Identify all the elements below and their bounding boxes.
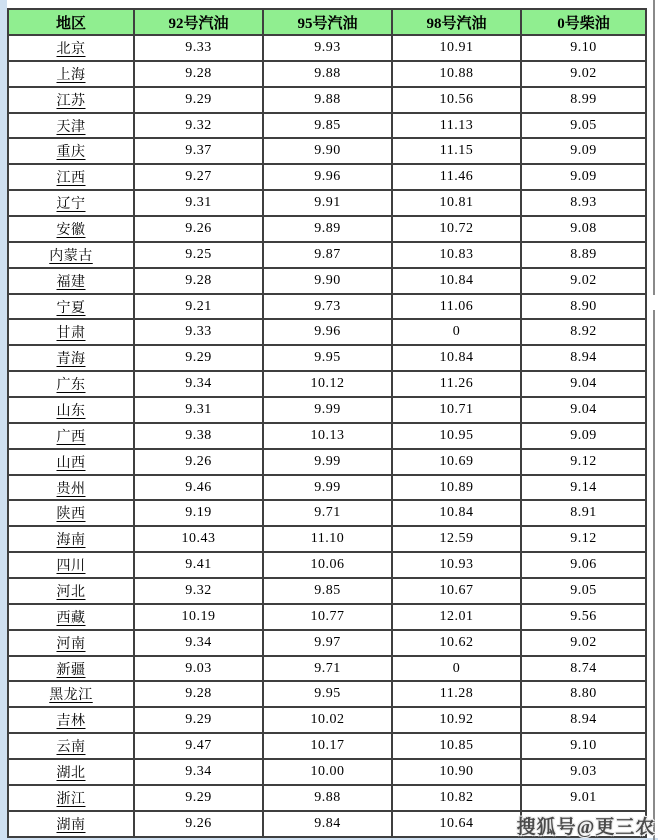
region-cell bbox=[8, 785, 134, 811]
price-cell: 9.09 bbox=[521, 423, 646, 449]
region-link[interactable]: 安徽 bbox=[56, 222, 86, 238]
region-link[interactable]: 河北 bbox=[56, 584, 86, 600]
price-cell: 9.34 bbox=[134, 371, 263, 397]
price-cell: 10.00 bbox=[263, 759, 392, 785]
price-cell: 10.82 bbox=[392, 785, 521, 811]
price-cell: 9.10 bbox=[521, 35, 646, 61]
price-cell: 8.89 bbox=[521, 242, 646, 268]
region-cell bbox=[8, 113, 134, 139]
price-cell: 9.27 bbox=[134, 164, 263, 190]
price-cell: 10.62 bbox=[392, 630, 521, 656]
sohu-watermark: 搜狐号@更三农 bbox=[516, 817, 656, 838]
col-header-gas92: 92号汽油 bbox=[134, 9, 263, 35]
price-cell: 12.01 bbox=[392, 604, 521, 630]
table-row bbox=[8, 733, 646, 759]
region-cell bbox=[8, 190, 134, 216]
region-cell bbox=[8, 656, 134, 682]
price-cell: 9.14 bbox=[521, 475, 646, 501]
price-cell: 9.29 bbox=[134, 707, 263, 733]
region-link[interactable]: 江苏 bbox=[56, 93, 86, 109]
price-cell: 9.88 bbox=[263, 785, 392, 811]
price-cell: 10.92 bbox=[392, 707, 521, 733]
region-cell bbox=[8, 449, 134, 475]
price-cell: 9.71 bbox=[263, 656, 392, 682]
table-row bbox=[8, 113, 646, 139]
price-cell: 9.47 bbox=[134, 733, 263, 759]
price-cell: 9.32 bbox=[134, 578, 263, 604]
price-cell: 10.88 bbox=[392, 61, 521, 87]
price-cell: 10.43 bbox=[134, 526, 263, 552]
region-link[interactable]: 河南 bbox=[56, 636, 86, 652]
table-row bbox=[8, 604, 646, 630]
table-row bbox=[8, 190, 646, 216]
table-row bbox=[8, 164, 646, 190]
region-link[interactable]: 上海 bbox=[56, 67, 86, 83]
price-cell: 9.34 bbox=[134, 759, 263, 785]
price-cell: 10.64 bbox=[392, 811, 521, 837]
price-cell: 9.89 bbox=[263, 216, 392, 242]
price-cell: 10.93 bbox=[392, 552, 521, 578]
region-cell bbox=[8, 475, 134, 501]
price-cell: 9.12 bbox=[521, 449, 646, 475]
region-link[interactable]: 山西 bbox=[56, 455, 86, 471]
price-cell: 9.06 bbox=[521, 552, 646, 578]
table-row bbox=[8, 759, 646, 785]
region-link[interactable]: 天津 bbox=[56, 119, 86, 135]
price-cell: 9.33 bbox=[134, 319, 263, 345]
price-cell: 9.88 bbox=[263, 61, 392, 87]
price-cell: 8.80 bbox=[521, 681, 646, 707]
price-cell: 9.05 bbox=[521, 113, 646, 139]
price-cell: 8.91 bbox=[521, 500, 646, 526]
price-cell: 9.04 bbox=[521, 371, 646, 397]
price-cell: 8.93 bbox=[521, 190, 646, 216]
region-cell bbox=[8, 630, 134, 656]
price-cell: 9.97 bbox=[263, 630, 392, 656]
price-cell: 10.69 bbox=[392, 449, 521, 475]
price-cell: 11.26 bbox=[392, 371, 521, 397]
region-link[interactable]: 广东 bbox=[56, 378, 86, 394]
price-cell: 9.29 bbox=[134, 87, 263, 113]
price-cell: 9.31 bbox=[134, 397, 263, 423]
table-row bbox=[8, 371, 646, 397]
price-cell: 9.46 bbox=[134, 475, 263, 501]
table-row bbox=[8, 449, 646, 475]
table-row bbox=[8, 785, 646, 811]
price-cell: 11.10 bbox=[263, 526, 392, 552]
price-cell: 9.32 bbox=[134, 113, 263, 139]
price-cell: 9.09 bbox=[521, 138, 646, 164]
price-cell: 0 bbox=[392, 656, 521, 682]
table-row bbox=[8, 500, 646, 526]
price-cell: 10.84 bbox=[392, 268, 521, 294]
price-cell: 9.09 bbox=[521, 164, 646, 190]
price-cell: 9.99 bbox=[263, 475, 392, 501]
price-cell: 0 bbox=[392, 319, 521, 345]
region-link[interactable]: 吉林 bbox=[56, 714, 86, 730]
price-cell: 9.26 bbox=[134, 216, 263, 242]
price-cell: 9.02 bbox=[521, 630, 646, 656]
region-link[interactable]: 甘肃 bbox=[56, 326, 86, 342]
table-row bbox=[8, 268, 646, 294]
price-cell: 9.37 bbox=[134, 138, 263, 164]
price-cell: 9.71 bbox=[263, 500, 392, 526]
table-row bbox=[8, 319, 646, 345]
price-cell: 9.08 bbox=[521, 216, 646, 242]
region-cell bbox=[8, 87, 134, 113]
table-row bbox=[8, 475, 646, 501]
price-cell: 9.84 bbox=[263, 811, 392, 837]
price-cell: 9.41 bbox=[134, 552, 263, 578]
price-cell: 9.96 bbox=[263, 164, 392, 190]
price-cell: 10.84 bbox=[392, 345, 521, 371]
price-cell: 9.33 bbox=[134, 35, 263, 61]
region-cell bbox=[8, 397, 134, 423]
region-link[interactable]: 北京 bbox=[56, 41, 86, 57]
price-cell: 9.85 bbox=[263, 578, 392, 604]
region-cell bbox=[8, 733, 134, 759]
price-cell: 10.13 bbox=[263, 423, 392, 449]
price-cell: 9.95 bbox=[263, 345, 392, 371]
region-link[interactable]: 黑龙江 bbox=[49, 688, 93, 704]
region-cell bbox=[8, 500, 134, 526]
table-row bbox=[8, 578, 646, 604]
price-cell: 10.56 bbox=[392, 87, 521, 113]
region-link[interactable]: 江西 bbox=[56, 171, 86, 187]
table-row bbox=[8, 35, 646, 61]
table-row bbox=[8, 526, 646, 552]
region-link[interactable]: 浙江 bbox=[56, 791, 86, 807]
price-cell: 9.99 bbox=[263, 449, 392, 475]
region-cell bbox=[8, 578, 134, 604]
price-cell: 8.94 bbox=[521, 345, 646, 371]
region-cell bbox=[8, 345, 134, 371]
price-cell: 9.95 bbox=[263, 681, 392, 707]
region-link[interactable]: 陕西 bbox=[56, 507, 86, 523]
price-cell: 10.85 bbox=[392, 733, 521, 759]
price-cell: 8.74 bbox=[521, 656, 646, 682]
region-link[interactable]: 山东 bbox=[56, 403, 86, 419]
table-row bbox=[8, 552, 646, 578]
price-cell: 9.03 bbox=[521, 759, 646, 785]
table-row bbox=[8, 397, 646, 423]
table-row bbox=[8, 61, 646, 87]
col-header-gas95: 95号汽油 bbox=[263, 9, 392, 35]
price-cell: 10.17 bbox=[263, 733, 392, 759]
table-row bbox=[8, 423, 646, 449]
price-cell: 9.10 bbox=[521, 733, 646, 759]
price-cell: 8.92 bbox=[521, 319, 646, 345]
price-cell: 10.19 bbox=[134, 604, 263, 630]
region-cell bbox=[8, 164, 134, 190]
price-cell: 9.99 bbox=[263, 397, 392, 423]
region-link[interactable]: 贵州 bbox=[56, 481, 86, 497]
price-cell: 9.02 bbox=[521, 268, 646, 294]
price-cell: 10.90 bbox=[392, 759, 521, 785]
region-cell bbox=[8, 526, 134, 552]
price-cell: 8.94 bbox=[521, 707, 646, 733]
region-link[interactable]: 湖北 bbox=[56, 765, 86, 781]
region-link[interactable]: 西藏 bbox=[56, 610, 86, 626]
price-cell: 9.26 bbox=[134, 811, 263, 837]
price-cell: 9.29 bbox=[134, 785, 263, 811]
price-cell: 11.13 bbox=[392, 113, 521, 139]
region-link[interactable]: 重庆 bbox=[56, 145, 86, 161]
price-cell: 9.90 bbox=[263, 268, 392, 294]
region-link[interactable]: 云南 bbox=[56, 740, 86, 756]
price-cell: 10.67 bbox=[392, 578, 521, 604]
col-header-region: 地区 bbox=[8, 9, 134, 35]
price-cell: 9.31 bbox=[134, 190, 263, 216]
price-cell: 9.91 bbox=[263, 190, 392, 216]
price-cell: 9.19 bbox=[134, 500, 263, 526]
price-cell: 10.06 bbox=[263, 552, 392, 578]
left-margin-strip bbox=[0, 0, 7, 840]
table-row bbox=[8, 681, 646, 707]
table-row bbox=[8, 630, 646, 656]
price-cell: 9.21 bbox=[134, 294, 263, 320]
price-cell: 9.88 bbox=[263, 87, 392, 113]
price-cell: 11.15 bbox=[392, 138, 521, 164]
header-row bbox=[8, 9, 646, 35]
col-header-diesel0: 0号柴油 bbox=[521, 9, 646, 35]
price-cell: 10.89 bbox=[392, 475, 521, 501]
price-cell: 9.02 bbox=[521, 61, 646, 87]
price-cell: 9.87 bbox=[263, 242, 392, 268]
region-link[interactable]: 福建 bbox=[56, 274, 86, 290]
price-cell: 9.28 bbox=[134, 61, 263, 87]
price-cell: 8.99 bbox=[521, 87, 646, 113]
table-row bbox=[8, 138, 646, 164]
region-cell bbox=[8, 61, 134, 87]
region-cell bbox=[8, 216, 134, 242]
price-cell: 10.84 bbox=[392, 500, 521, 526]
price-cell: 9.73 bbox=[263, 294, 392, 320]
price-cell: 10.77 bbox=[263, 604, 392, 630]
price-cell: 9.93 bbox=[263, 35, 392, 61]
table-row bbox=[8, 656, 646, 682]
price-cell: 9.38 bbox=[134, 423, 263, 449]
region-cell bbox=[8, 294, 134, 320]
table-row bbox=[8, 345, 646, 371]
price-cell: 9.34 bbox=[134, 630, 263, 656]
price-cell: 9.28 bbox=[134, 268, 263, 294]
price-cell: 9.05 bbox=[521, 578, 646, 604]
price-cell: 10.12 bbox=[263, 371, 392, 397]
price-cell: 11.28 bbox=[392, 681, 521, 707]
price-cell: 11.46 bbox=[392, 164, 521, 190]
price-cell: 11.06 bbox=[392, 294, 521, 320]
price-cell: 12.59 bbox=[392, 526, 521, 552]
right-edge-line-bottom bbox=[653, 310, 655, 840]
col-header-gas98: 98号汽油 bbox=[392, 9, 521, 35]
region-cell bbox=[8, 707, 134, 733]
table-row bbox=[8, 87, 646, 113]
region-link[interactable]: 湖南 bbox=[56, 817, 86, 833]
table-row bbox=[8, 242, 646, 268]
price-cell: 8.90 bbox=[521, 294, 646, 320]
table-row bbox=[8, 294, 646, 320]
region-cell bbox=[8, 371, 134, 397]
region-cell bbox=[8, 604, 134, 630]
region-link[interactable]: 辽宁 bbox=[56, 197, 86, 213]
table-row bbox=[8, 707, 646, 733]
price-cell: 9.26 bbox=[134, 449, 263, 475]
region-cell bbox=[8, 138, 134, 164]
region-link[interactable]: 广西 bbox=[56, 429, 86, 445]
fuel-price-table bbox=[7, 8, 647, 838]
price-cell: 10.02 bbox=[263, 707, 392, 733]
region-link[interactable]: 海南 bbox=[56, 533, 86, 549]
price-cell: 9.85 bbox=[263, 113, 392, 139]
region-link[interactable]: 宁夏 bbox=[56, 300, 86, 316]
region-link[interactable]: 内蒙古 bbox=[49, 248, 93, 264]
price-cell: 9.28 bbox=[134, 681, 263, 707]
region-cell bbox=[8, 242, 134, 268]
price-cell: 9.12 bbox=[521, 526, 646, 552]
price-cell: 10.95 bbox=[392, 423, 521, 449]
region-link[interactable]: 青海 bbox=[56, 352, 86, 368]
region-cell bbox=[8, 35, 134, 61]
table-row bbox=[8, 216, 646, 242]
right-edge-line-top bbox=[653, 0, 655, 295]
price-cell: 10.81 bbox=[392, 190, 521, 216]
price-cell: 10.72 bbox=[392, 216, 521, 242]
region-cell bbox=[8, 319, 134, 345]
price-cell: 9.56 bbox=[521, 604, 646, 630]
region-cell bbox=[8, 759, 134, 785]
region-cell bbox=[8, 423, 134, 449]
region-cell bbox=[8, 552, 134, 578]
price-cell: 9.96 bbox=[263, 319, 392, 345]
price-cell: 9.03 bbox=[134, 656, 263, 682]
region-cell bbox=[8, 681, 134, 707]
price-cell: 10.71 bbox=[392, 397, 521, 423]
price-cell: 10.83 bbox=[392, 242, 521, 268]
region-cell bbox=[8, 268, 134, 294]
price-cell: 9.25 bbox=[134, 242, 263, 268]
price-cell: 9.04 bbox=[521, 397, 646, 423]
region-cell bbox=[8, 811, 134, 837]
price-cell: 9.01 bbox=[521, 785, 646, 811]
price-cell: 9.90 bbox=[263, 138, 392, 164]
price-cell: 10.91 bbox=[392, 35, 521, 61]
region-link[interactable]: 新疆 bbox=[56, 662, 86, 678]
region-link[interactable]: 四川 bbox=[56, 559, 86, 575]
price-cell: 9.29 bbox=[134, 345, 263, 371]
